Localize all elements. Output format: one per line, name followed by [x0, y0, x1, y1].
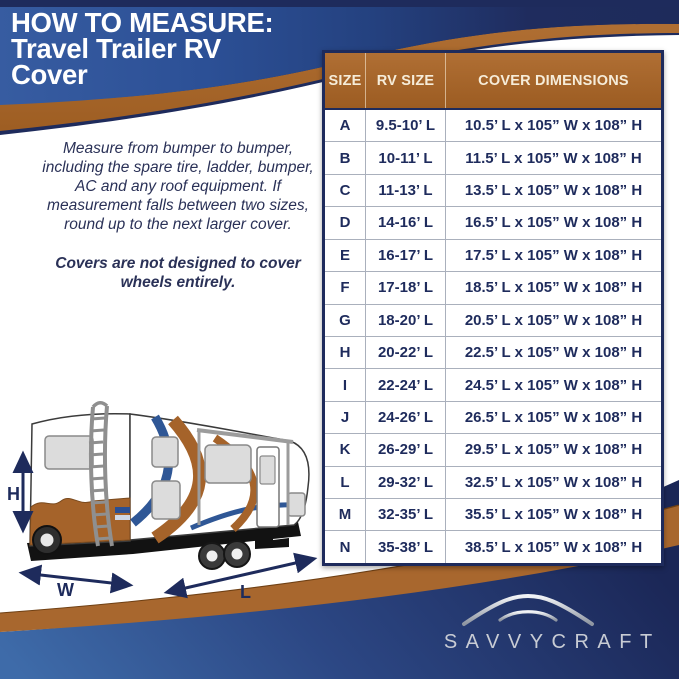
- cell-rv-size: 35-38’ L: [365, 531, 445, 562]
- cell-rv-size: 10-11’ L: [365, 142, 445, 173]
- cell-cover-dimensions: 22.5’ L x 105” W x 108” H: [445, 337, 661, 368]
- front-window-small: [288, 493, 305, 516]
- table-row: [325, 433, 661, 465]
- cell-cover-dimensions: 32.5’ L x 105” W x 108” H: [445, 467, 661, 498]
- cell-rv-size: 22-24’ L: [365, 369, 445, 400]
- table-row: [325, 530, 661, 562]
- cell-rv-size: 32-35’ L: [365, 499, 445, 530]
- cell-rv-size: 14-16’ L: [365, 207, 445, 238]
- cell-size: C: [339, 182, 351, 200]
- cell-size: F: [340, 279, 350, 297]
- measuring-instructions: [42, 139, 314, 292]
- height-dimension-label: H: [7, 484, 20, 504]
- table-row: [325, 304, 661, 336]
- cell-rv-size: 20-22’ L: [365, 337, 445, 368]
- title-line-3: Cover: [11, 59, 88, 90]
- cell-rv-size: 11-13’ L: [365, 175, 445, 206]
- cell-rv-size: 26-29’ L: [365, 434, 445, 465]
- table-row: [325, 271, 661, 303]
- table-row: [325, 401, 661, 433]
- table-row: [325, 141, 661, 173]
- cell-cover-dimensions: 29.5’ L x 105” W x 108” H: [445, 434, 661, 465]
- title-line-1: HOW TO MEASURE:: [11, 7, 274, 38]
- back-sticker-light: [115, 515, 130, 520]
- size-table: [322, 50, 664, 566]
- column-header-cover-dimensions: COVER DIMENSIONS: [445, 53, 661, 108]
- cell-size: D: [339, 214, 351, 232]
- table-row: [325, 110, 661, 141]
- door-window: [260, 456, 275, 484]
- savvycraft-arc-icon: [458, 593, 598, 627]
- cell-cover-dimensions: 11.5’ L x 105” W x 108” H: [445, 142, 661, 173]
- cell-size: H: [339, 344, 351, 362]
- side-window-small-lower: [152, 481, 180, 519]
- cell-rv-size: 16-17’ L: [365, 240, 445, 271]
- wheels-note: Covers are not designed to cover wheels entirely.: [55, 255, 301, 291]
- travel-trailer-illustration: [5, 393, 330, 613]
- back-sticker-blue: [115, 507, 130, 513]
- cell-cover-dimensions: 38.5’ L x 105” W x 108” H: [445, 531, 661, 562]
- table-row: [325, 206, 661, 238]
- spare-wheel: [33, 526, 61, 554]
- table-row: [325, 239, 661, 271]
- cell-rv-size: 9.5-10’ L: [365, 110, 445, 141]
- cell-cover-dimensions: 16.5’ L x 105” W x 108” H: [445, 207, 661, 238]
- table-row: [325, 336, 661, 368]
- cell-cover-dimensions: 35.5’ L x 105” W x 108” H: [445, 499, 661, 530]
- table-row: [325, 368, 661, 400]
- cell-size: M: [338, 506, 352, 524]
- side-window-large: [205, 445, 251, 483]
- back-window: [45, 436, 93, 469]
- cell-rv-size: 24-26’ L: [365, 402, 445, 433]
- title-line-2: Travel Trailer RV: [11, 33, 221, 64]
- cell-size: B: [339, 149, 351, 167]
- cell-rv-size: 18-20’ L: [365, 305, 445, 336]
- cell-size: G: [339, 311, 351, 329]
- cell-cover-dimensions: 13.5’ L x 105” W x 108” H: [445, 175, 661, 206]
- page-title: [11, 7, 274, 90]
- table-row: [325, 174, 661, 206]
- cell-size: I: [342, 376, 348, 394]
- cell-size: K: [339, 441, 351, 459]
- cell-size: L: [340, 473, 350, 491]
- instructions-paragraph: Measure from bumper to bumper, including the spare tire, ladder, bumper, AC and any roof equipment. If measurement falls between two sizes, round up to the next larger cover.: [42, 140, 314, 233]
- cell-rv-size: 29-32’ L: [365, 467, 445, 498]
- width-arrow: [23, 573, 129, 585]
- table-row: [325, 498, 661, 530]
- column-header-rv-size: RV SIZE: [365, 53, 445, 108]
- column-header-size: SIZE: [328, 72, 362, 89]
- length-dimension-label: L: [240, 582, 251, 602]
- cell-cover-dimensions: 26.5’ L x 105” W x 108” H: [445, 402, 661, 433]
- brand-name: SAVVYCRAFT: [443, 631, 661, 653]
- table-row: [325, 466, 661, 498]
- cell-cover-dimensions: 10.5’ L x 105” W x 108” H: [445, 110, 661, 141]
- cell-size: J: [340, 409, 350, 426]
- cell-rv-size: 17-18’ L: [365, 272, 445, 303]
- cell-cover-dimensions: 24.5’ L x 105” W x 108” H: [445, 369, 661, 400]
- cell-size: E: [339, 246, 350, 264]
- cell-size: A: [339, 117, 351, 135]
- side-window-small-upper: [152, 437, 178, 467]
- axle-wheels: [199, 541, 250, 569]
- cell-cover-dimensions: 18.5’ L x 105” W x 108” H: [445, 272, 661, 303]
- width-dimension-label: W: [57, 580, 74, 600]
- cell-cover-dimensions: 17.5’ L x 105” W x 108” H: [445, 240, 661, 271]
- size-table-header: [325, 53, 661, 110]
- cell-cover-dimensions: 20.5’ L x 105” W x 108” H: [445, 305, 661, 336]
- cell-size: N: [339, 538, 351, 556]
